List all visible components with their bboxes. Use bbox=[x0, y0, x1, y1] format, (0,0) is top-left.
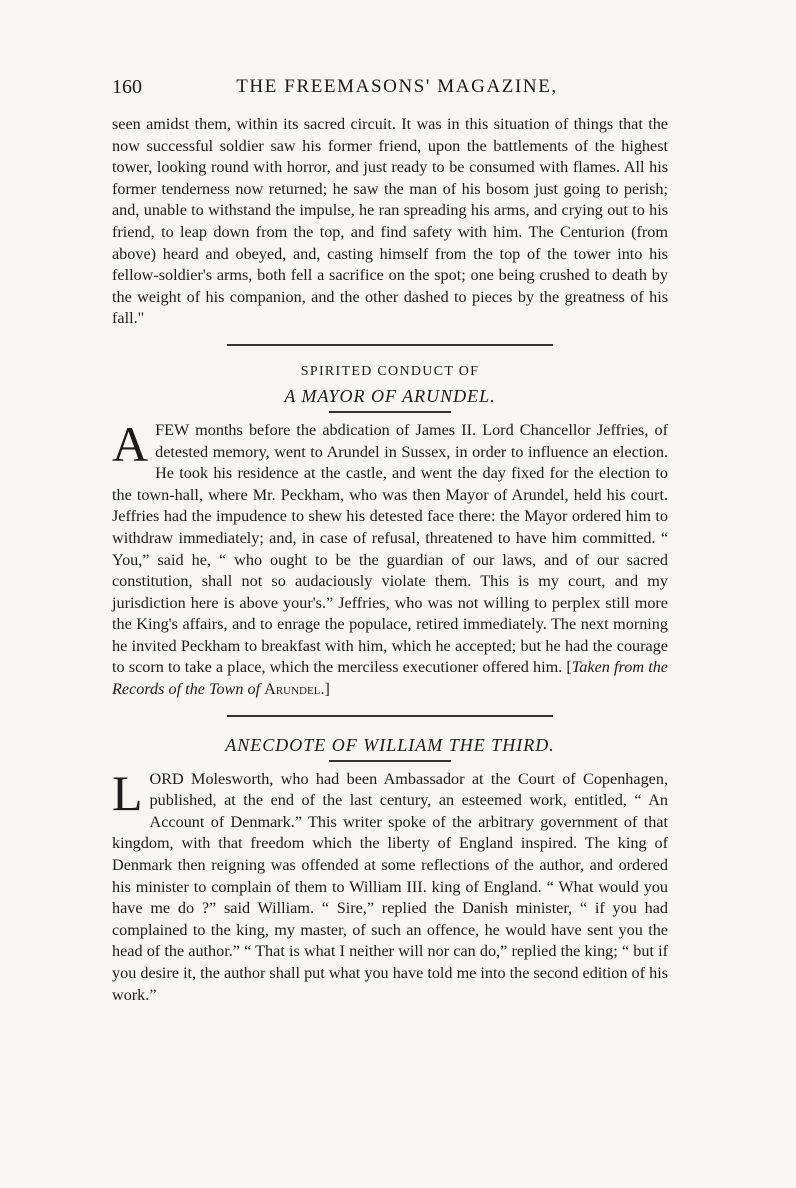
article-body bbox=[112, 764, 668, 1007]
journal-title: THE FREEMASONS' MAGAZINE, bbox=[236, 76, 558, 97]
title-rule bbox=[329, 411, 451, 413]
source-town: Arundel. bbox=[264, 680, 325, 699]
running-head bbox=[112, 70, 668, 114]
article-kicker: SPIRITED CONDUCT OF bbox=[300, 363, 480, 379]
page-number: 160 bbox=[112, 76, 142, 98]
section-divider bbox=[227, 344, 553, 346]
title-rule bbox=[329, 760, 451, 762]
source-open-bracket: [ bbox=[566, 658, 572, 677]
source-citation: Taken from the Records of the Town of bbox=[112, 658, 668, 699]
article-title: ANECDOTE OF WILLIAM THE THIRD. bbox=[225, 734, 555, 755]
drop-cap: A bbox=[112, 415, 149, 472]
article-paragraph: ORD Molesworth, who had been Ambassador at the Court of Copenhagen, published, at the end of the last century, an esteemed work, entitled, “ An Account of Denmark.” This writer spoke of the arbitrary government of that kingdom, with that freedom which the liberty of England inspired. The king of Denmark then reigning was offended at some reflections of the author, and ordered his minister to complain of them to William III. king of England. “ What would you have me do ?” said William. “ Sire,” replied the Danish minister, “ if you had complained to the king, my master, of such an offence, he would have sent you the head of the author.” “ That is what I neither will nor can do,” replied the king; “ but if you desire it, the author shall put what you have told me into the second edition of his work.” bbox=[112, 769, 668, 1004]
article-body bbox=[112, 415, 668, 701]
article-title: A MAYOR OF ARUNDEL. bbox=[284, 385, 496, 406]
source-close-bracket: ] bbox=[324, 680, 330, 699]
continued-paragraph: seen amidst them, within its sacred circuit. It was in this situation of things that the now successful soldier saw his former friend, upon the battlements of the highest tower, looking round with horror, and just ready to be consumed with flames. All his former tenderness now returned; he saw the man of his bosom just going to perish; and, unable to withstand the impulse, he ran spreading his arms, and crying out to his friend, to leap down from the top, and find safety with him. The Centurion (from above) heard and obeyed, and, casting himself from the top of the tower into his fellow-soldier's arms, both fell a sacrifice on the spot; one being crushed to death by the weight of his companion, and the other dashed to pieces by the greatness of his fall." bbox=[112, 115, 668, 328]
article-paragraph: FEW months before the abdication of James II. Lord Chancellor Jeffries, of detested memory, went to Arundel in Sussex, in order to influence an election. He took his residence at the castle, and went the day fixed for the election to the town-hall, where Mr. Peckham, who was then Mayor of Arundel, held his court. Jeffries had the impudence to shew his detested face there: the Mayor ordered him to withdraw immediately; and, in case of refusal, threatened to have him committed. “ You,” said he, “ who ought to be the guardian of our laws, and of our sacred constitution, shall not so audaciously violate them. This is my court, and my jurisdiction here is above your's.” Jeffries, who was not willing to perplex still more the King's affairs, and to enrage the populace, retired immediately. The next morning he invited Peckham to breakfast with him, which he accepted; but he had the courage to scorn to take a place, which the merciless executioner offered him. bbox=[112, 420, 668, 677]
drop-cap: L bbox=[112, 764, 143, 821]
section-divider bbox=[227, 715, 553, 717]
magazine-page bbox=[112, 70, 668, 1006]
